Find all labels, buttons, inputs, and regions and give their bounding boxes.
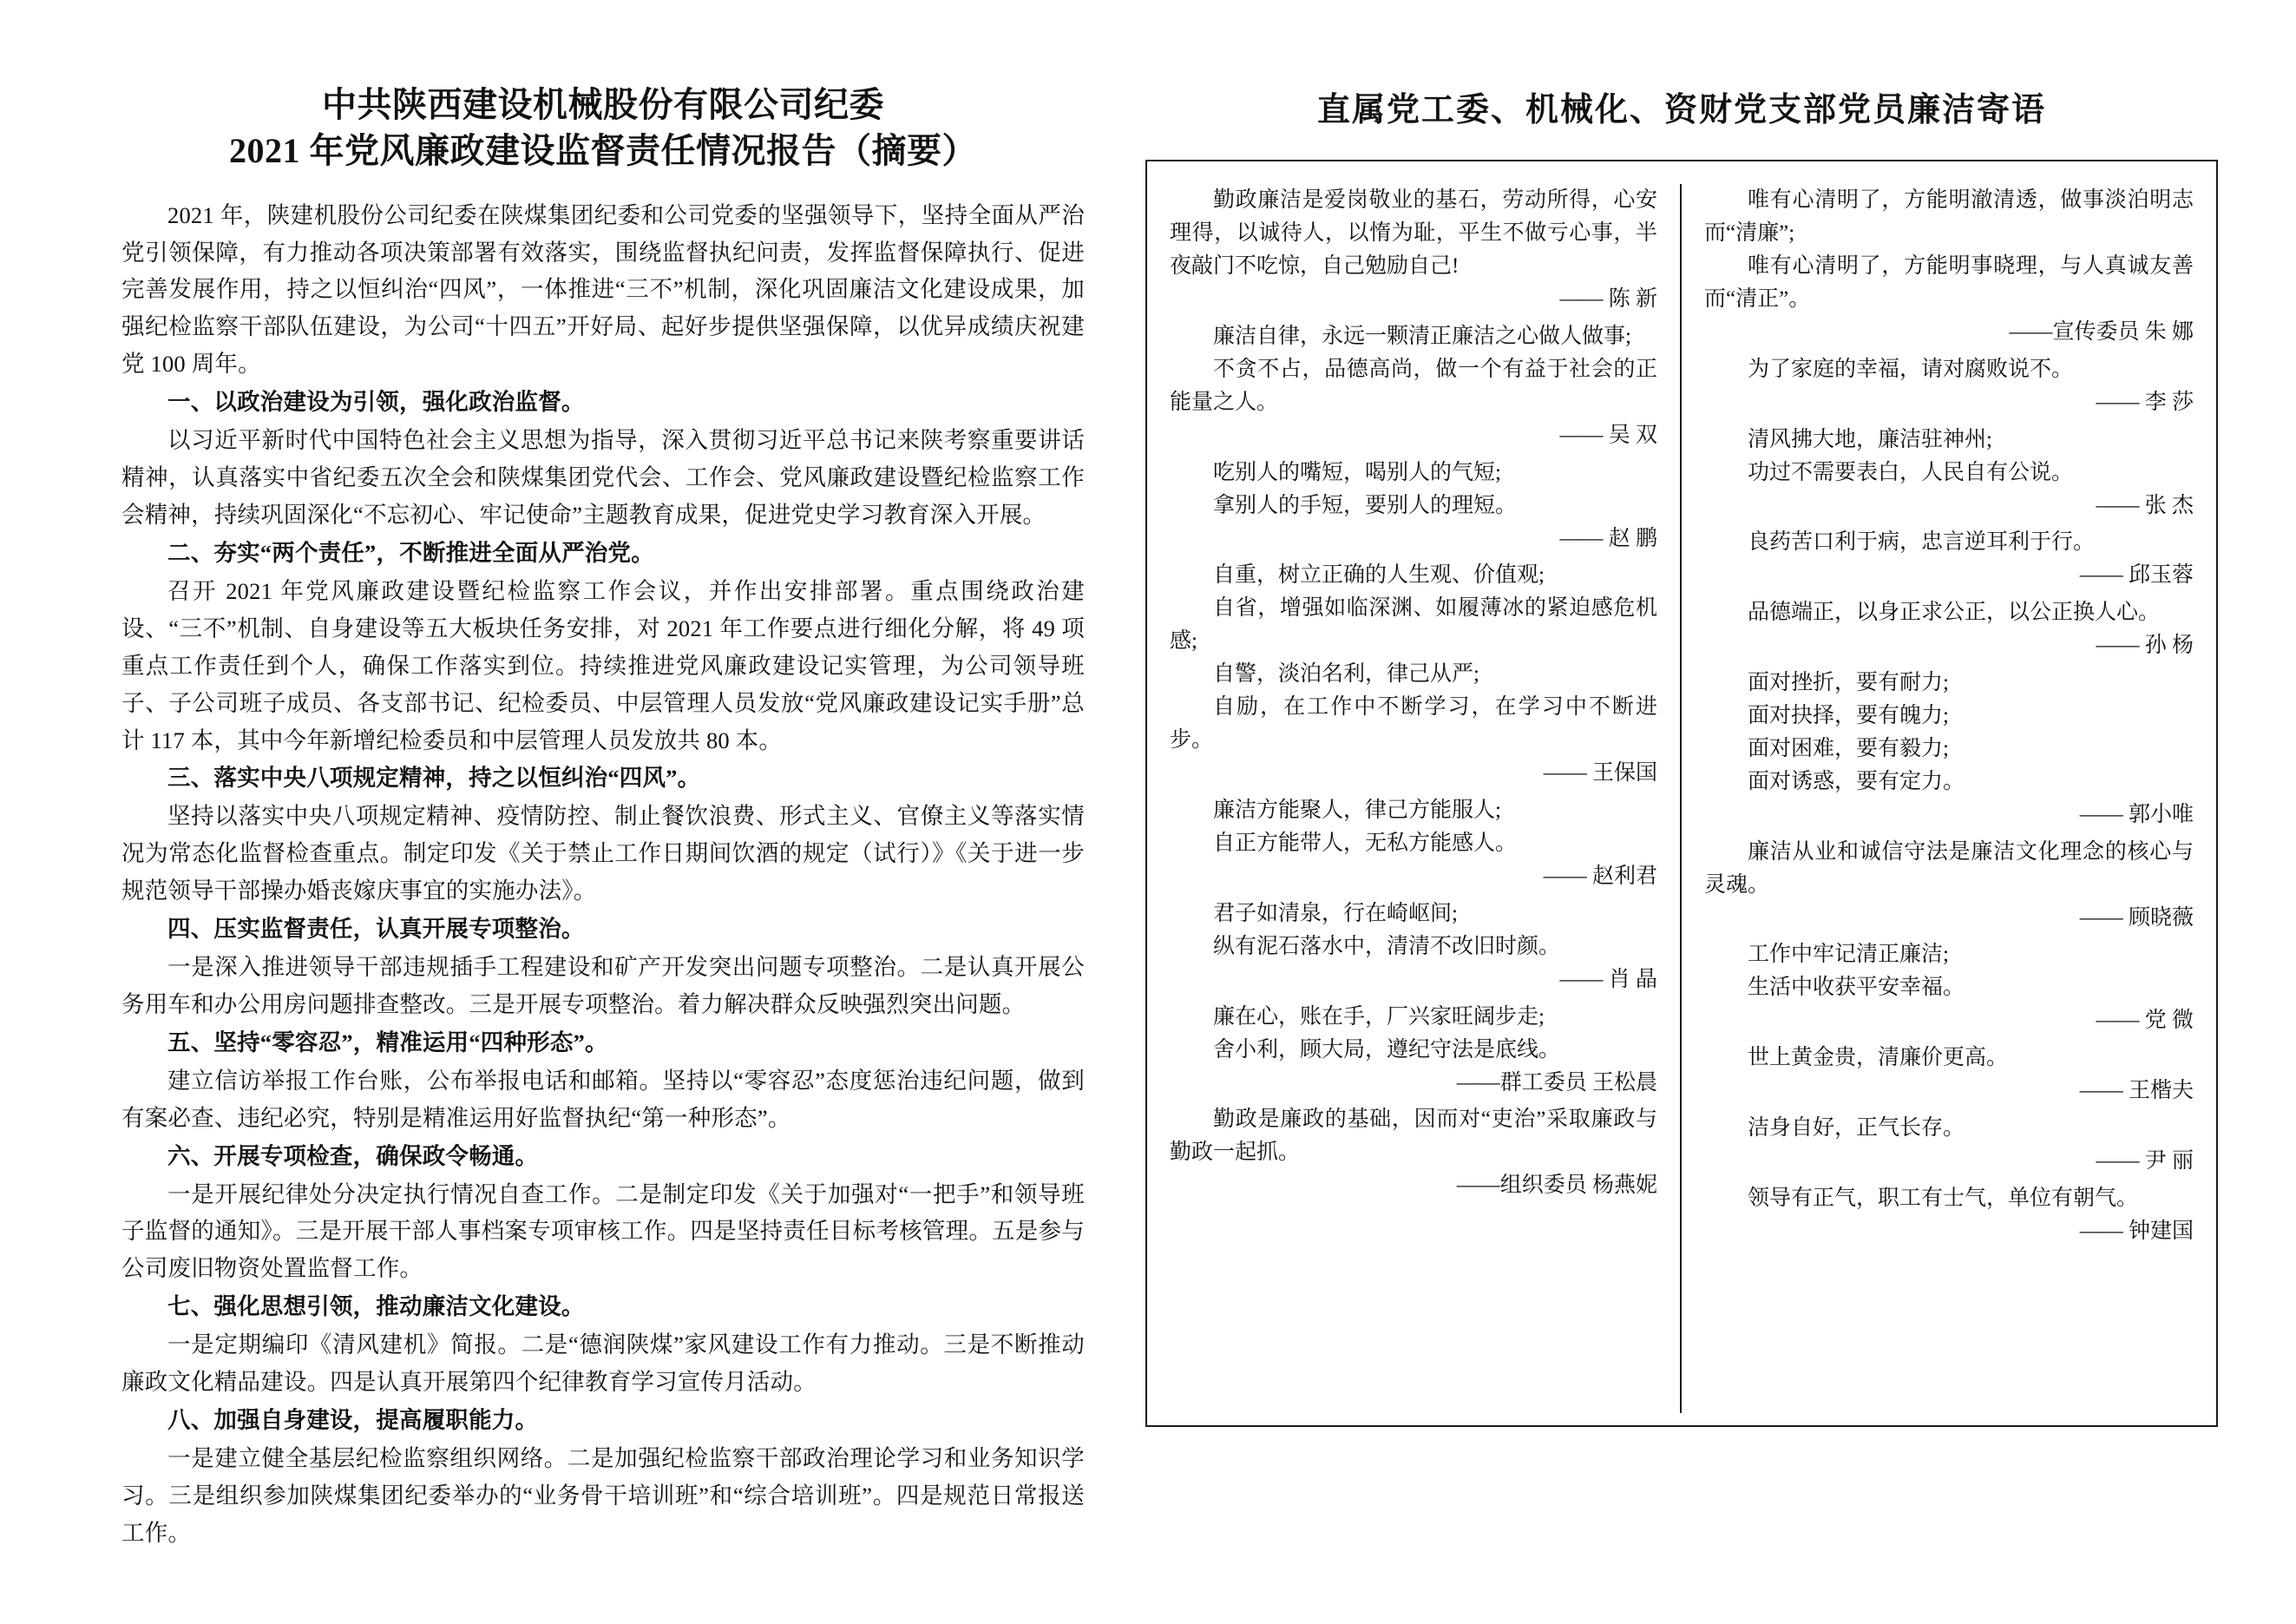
quotes-column-1 <box>1147 184 1682 1413</box>
quote-author: —— 李 莎 <box>2096 390 2194 414</box>
article-heading: 七、强化思想引领，推动廉洁文化建设。 <box>167 1293 585 1320</box>
quote-item <box>1704 596 2194 665</box>
quote-author: —— 张 杰 <box>2096 493 2194 517</box>
quote-line: 唯有心清明了，方能明澈清透，做事淡泊明志而“清廉”; <box>1704 188 2194 245</box>
quote-line: 自警，淡泊名利，律己从严; <box>1213 662 1479 687</box>
quote-line: 面对诱惑，要有定力。 <box>1748 769 1965 793</box>
article-paragraph: 一是建立健全基层纪检监察组织网络。二是加强纪检监察干部政治理论学习和业务知识学习。三是组织参加陕煤集团纪委举办的“业务骨干培训班”和“综合培训班”。四是规范日常报送工作。 <box>121 1445 1085 1546</box>
quote-item <box>1704 1182 2194 1251</box>
quote-line: 廉洁方能聚人，律己方能服人; <box>1213 799 1501 822</box>
quote-item <box>1704 526 2194 595</box>
quote-author: —— 党 微 <box>2096 1009 2194 1033</box>
article-heading: 八、加强自身建设，提高履职能力。 <box>167 1407 539 1434</box>
quote-author: —— 肖 晶 <box>1559 967 1657 991</box>
document-title <box>121 82 1085 174</box>
article-heading: 二、夯实“两个责任”，不断推进全面从严治党。 <box>167 539 654 566</box>
quote-author: ——群工委员 王松晨 <box>1456 1070 1657 1095</box>
quote-item <box>1704 1112 2194 1180</box>
quote-author: —— 王保国 <box>1543 761 1657 786</box>
quote-line: 不贪不占，品德高尚，做一个有益于社会的正能量之人。 <box>1170 357 1657 414</box>
quote-item <box>1170 559 1657 792</box>
quote-line: 自正方能带人，无私方能感人。 <box>1213 832 1518 855</box>
quote-line: 吃别人的嘴短，喝别人的气短; <box>1213 460 1501 484</box>
quote-line: 自励，在工作中不断学习，在学习中不断进步。 <box>1170 695 1657 753</box>
quote-author: —— 孙 杨 <box>2096 634 2194 657</box>
article-heading: 一、以政治建设为引领，强化政治监督。 <box>167 389 585 416</box>
quote-author: —— 钟建国 <box>2079 1219 2194 1243</box>
quote-item <box>1170 897 1657 999</box>
quote-line: 面对抉择，要有魄力; <box>1748 703 1949 727</box>
quote-item <box>1704 1042 2194 1110</box>
quote-line: 自重，树立正确的人生观、价值观; <box>1213 563 1545 588</box>
quote-line: 唯有心清明了，方能明事晓理，与人真诚友善而“清正”。 <box>1704 254 2194 311</box>
quote-line: 清风拂大地，廉洁驻神州; <box>1748 427 1992 451</box>
quote-author: —— 王楷夫 <box>2079 1079 2194 1102</box>
quote-line: 良药苦口利于病，忠言逆耳利于行。 <box>1748 530 2096 555</box>
quote-line: 洁身自好，正气长存。 <box>1748 1115 1965 1140</box>
article-paragraph: 召开 2021 年党风廉政建设暨纪检监察工作会议，并作出安排部署。重点围绕政治建设、“三不”机制、自身建设等五大板块任务安排，对 2021 年工作要点进行细化分解，将 49 项重点工作责任到个人，确保工作落实到位。持续推进党风廉政建设记实管理，为公司领导班子、子公司班子成员、各支部书记、纪检委员、中层管理人员发放“党风廉政建设记实手册”总计 117 本，其中今年新增纪检委员和中层管理人员发放共 80 本。 <box>121 577 1085 753</box>
right-quotes-column <box>1119 82 2227 1572</box>
quote-line: 廉洁从业和诚信守法是廉洁文化理念的核心与灵魂。 <box>1704 839 2194 897</box>
quote-author: —— 邱玉蓉 <box>2079 563 2194 588</box>
quote-item <box>1704 353 2194 422</box>
article-heading: 四、压实监督责任，认真开展专项整治。 <box>167 916 585 943</box>
article-body <box>121 197 1085 1552</box>
article-heading: 六、开展专项检查，确保政令畅通。 <box>167 1142 539 1169</box>
article-paragraph: 建立信访举报工作台账，公布举报电话和邮箱。坚持以“零容忍”态度惩治违纪问题，做到有案必查、违纪必究，特别是精准运用好监督执纪“第一种形态”。 <box>121 1067 1085 1131</box>
quote-line: 勤政廉洁是爱岗敬业的基石，劳动所得，心安理得，以诚待人，以惰为耻，平生不做亏心事，半夜敲门不吃惊，自己勉励自己! <box>1170 188 1657 278</box>
quote-line: 勤政是廉政的基础，因而对“吏治”采取廉政与勤政一起抓。 <box>1170 1108 1657 1165</box>
quote-line: 纵有泥石落水中，清清不改旧时颜。 <box>1213 934 1561 958</box>
quote-item <box>1704 938 2194 1040</box>
quote-line: 功过不需要表白，人民自有公说。 <box>1748 460 2074 484</box>
quote-author: —— 陈 新 <box>1559 287 1657 311</box>
quote-line: 舍小利，顾大局，遵纪守法是底线。 <box>1213 1037 1561 1062</box>
quote-item <box>1170 794 1657 896</box>
article-paragraph: 一是深入推进领导干部违规插手工程建设和矿产开发突出问题专项整治。二是认真开展公务用车和办公用房问题排查整改。三是开展专项整治。着力解决群众反映强烈突出问题。 <box>121 954 1085 1017</box>
document-title-line2: 2021 年党风廉政建设监督责任情况报告（摘要） <box>229 130 977 170</box>
quote-line: 领导有正气，职工有士气，单位有朝气。 <box>1748 1186 2139 1210</box>
quotes-column-2 <box>1682 184 2216 1413</box>
quote-item <box>1170 320 1657 455</box>
quote-line: 廉洁自律，永远一颗清正廉洁之心做人做事; <box>1213 324 1631 348</box>
article-paragraph: 一是定期编印《清风建机》简报。二是“德润陕煤”家风建设工作有力推动。三是不断推动廉政文化精品建设。四是认真开展第四个纪律教育学习宣传月活动。 <box>121 1331 1085 1396</box>
quote-line: 为了家庭的幸福，请对腐败说不。 <box>1748 357 2074 381</box>
quotes-section-title: 直属党工委、机械化、资财党支部党员廉洁寄语 <box>1316 92 2046 128</box>
article-paragraph: 一是开展纪律处分决定执行情况自查工作。二是制定印发《关于加强对“一把手”和领导班子监督的通知》。三是开展干部人事档案专项审核工作。四是坚持责任目标考核管理。五是参与公司废旧物资处置监督工作。 <box>121 1180 1085 1282</box>
quote-author: —— 赵利君 <box>1543 865 1657 888</box>
article-paragraph: 坚持以落实中央八项规定精神、疫情防控、制止餐饮浪费、形式主义、官僚主义等落实情况为常态化监督检查重点。制定印发《关于禁止工作日期间饮酒的规定（试行）》《关于进一步规范领导干部操办婚丧嫁庆事宜的实施办法》。 <box>121 803 1085 904</box>
quote-author: —— 吴 双 <box>1559 423 1657 447</box>
article-paragraph: 2021 年，陕建机股份公司纪委在陕煤集团纪委和公司党委的坚强领导下，坚持全面从严治党引领保障，有力推动各项决策部署有效落实，围绕监督执纪问责，发挥监督保障执行、促进完善发展作用，持之以恒纠治“四风”，一体推进“三不”机制，深化巩固廉洁文化建设成果，加强纪检监察干部队伍建设，为公司“十四五”开好局、起好步提供坚强保障，以优异成绩庆祝建党 100 周年。 <box>121 201 1085 378</box>
quote-item <box>1704 184 2194 352</box>
quote-author: —— 郭小唯 <box>2079 802 2194 826</box>
quote-author: —— 顾晓薇 <box>2079 905 2194 930</box>
quote-author: —— 尹 丽 <box>2096 1148 2194 1173</box>
document-title-line1: 中共陕西建设机械股份有限公司纪委 <box>322 85 884 124</box>
quote-author: ——宣传委员 朱 娜 <box>2009 320 2194 344</box>
quote-item <box>1704 667 2194 834</box>
quote-line: 君子如清泉，行在崎岖间; <box>1213 901 1458 925</box>
quote-line: 品德端正，以身正求公正，以公正换人心。 <box>1748 601 2161 624</box>
quote-author: —— 赵 鹏 <box>1559 526 1657 550</box>
quote-item <box>1170 184 1657 319</box>
quote-item <box>1170 1103 1657 1205</box>
quote-line: 工作中牢记清正廉洁; <box>1748 943 1949 967</box>
quote-line: 廉在心，账在手，厂兴家旺阔步走; <box>1213 1004 1545 1029</box>
quote-item <box>1170 1001 1657 1102</box>
quotes-box <box>1145 160 2218 1427</box>
quote-line: 世上黄金贵，清廉价更高。 <box>1748 1046 2009 1069</box>
quote-author: ——组织委员 杨燕妮 <box>1456 1174 1657 1198</box>
article-heading: 五、坚持“零容忍”，精准运用“四种形态”。 <box>167 1029 608 1055</box>
quote-line: 面对困难，要有毅力; <box>1748 736 1949 760</box>
article-heading: 三、落实中央八项规定精神，持之以恒纠治“四风”。 <box>167 765 701 792</box>
quote-line: 拿别人的手短，要别人的理短。 <box>1213 493 1518 517</box>
quote-item <box>1704 424 2194 525</box>
quote-line: 生活中收获平安幸福。 <box>1748 976 1965 1000</box>
quote-line: 自省，增强如临深渊、如履薄冰的紧迫感危机感; <box>1170 596 1657 654</box>
quote-line: 面对挫折，要有耐力; <box>1748 670 1949 694</box>
quote-item <box>1704 836 2194 937</box>
quote-item <box>1170 457 1657 558</box>
article-paragraph: 以习近平新时代中国特色社会主义思想为指导，深入贯彻习近平总书记来陕考察重要讲话精神，认真落实中省纪委五次全会和陕煤集团党代会、工作会、党风廉政建设暨纪检监察工作会精神，持续巩固深化“不忘初心、牢记使命”主题教育成果，促进党史学习教育深入开展。 <box>121 427 1085 528</box>
left-article-column <box>69 82 1119 1572</box>
